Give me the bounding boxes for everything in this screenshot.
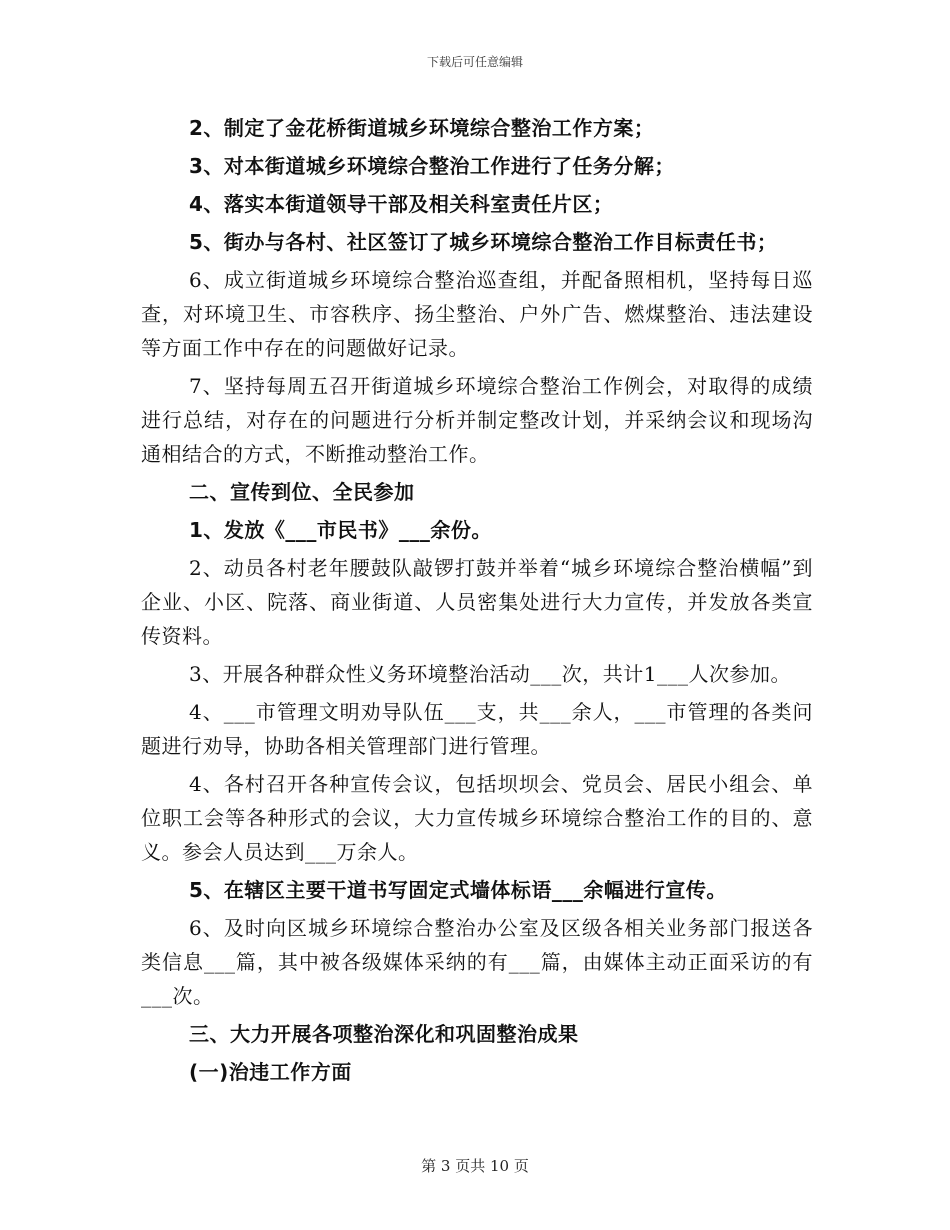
- paragraph: 5、在辖区主要干道书写固定式墙体标语___余幅进行宣传。: [189, 878, 727, 902]
- paragraph: 6、成立街道城乡环境综合整治巡查组，并配备照相机，坚持每日巡查，对环境卫生、市容秩序、扬尘整治、户外广告、燃煤整治、违法建设等方面工作中存在的问题做好记录。: [141, 268, 813, 360]
- paragraph: 4、各村召开各种宣传会议，包括坝坝会、党员会、居民小组会、单位职工会等各种形式的会议，大力宣传城乡环境综合整治工作的目的、意义。参会人员达到___万余人。: [141, 772, 813, 864]
- document-body: [141, 111, 813, 1093]
- paragraph: 3、对本街道城乡环境综合整治工作进行了任务分解；: [189, 154, 675, 178]
- paragraph: 2、制定了金花桥街道城乡环境综合整治工作方案；: [189, 116, 655, 140]
- page-number: 第 3 页共 10 页: [421, 1157, 529, 1175]
- section-heading: 三、大力开展各项整治深化和巩固整治成果: [189, 1022, 579, 1046]
- section-heading: 二、宣传到位、全民参加: [189, 480, 415, 504]
- paragraph: 4、落实本街道领导干部及相关科室责任片区；: [189, 192, 614, 216]
- paragraph: 1、发放《___市民书》___余份。: [189, 518, 492, 542]
- paragraph: 2、动员各村老年腰鼓队敲锣打鼓并举着“城乡环境综合整治横幅”到企业、小区、院落、商业街道、人员密集处进行大力宣传，并发放各类宣传资料。: [141, 556, 813, 648]
- paragraph: 7、坚持每周五召开街道城乡环境综合整治工作例会，对取得的成绩进行总结，对存在的问题进行分析并制定整改计划，并采纳会议和现场沟通相结合的方式，不断推动整治工作。: [141, 374, 813, 466]
- paragraph: 6、及时向区城乡环境综合整治办公室及区级各相关业务部门报送各类信息___篇，其中被各级媒体采纳的有___篇，由媒体主动正面采访的有___次。: [141, 916, 813, 1008]
- header-note: 下载后可任意编辑: [426, 55, 523, 69]
- paragraph: 3、开展各种群众性义务环境整治活动___次，共计1___人次参加。: [189, 662, 791, 686]
- subsection-heading: (一)治违工作方面: [189, 1060, 352, 1084]
- paragraph: 5、街办与各村、社区签订了城乡环境综合整治工作目标责任书；: [189, 230, 778, 254]
- paragraph: 4、___市管理文明劝导队伍___支，共___余人，___市管理的各类问题进行劝导，协助各相关管理部门进行管理。: [141, 700, 813, 758]
